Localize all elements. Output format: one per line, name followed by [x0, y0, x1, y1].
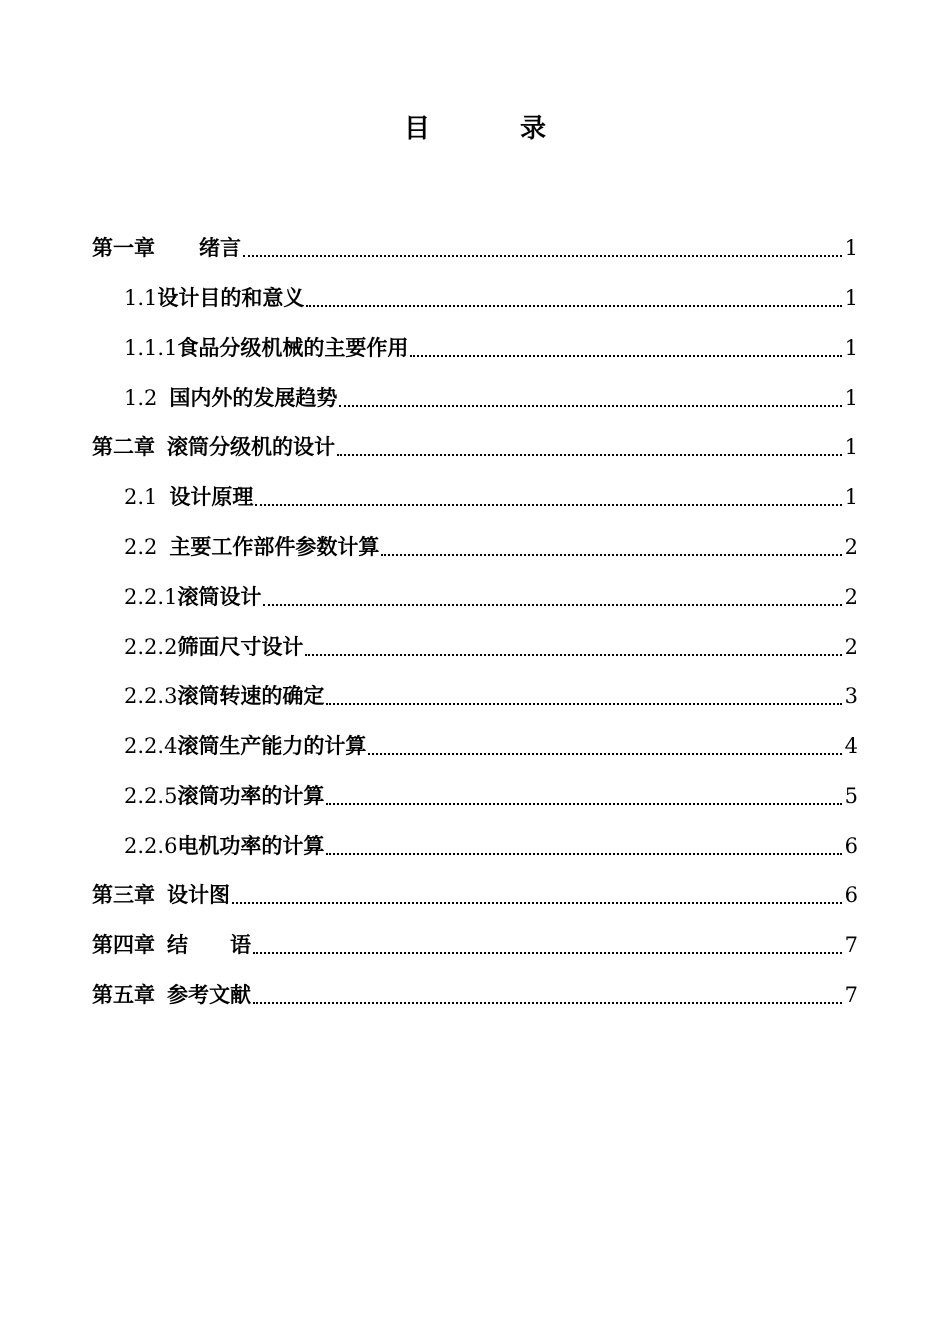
toc-entry-label: 第五章 参考文献 [92, 983, 251, 1007]
toc-entry-label: 2.1 设计原理 [124, 485, 254, 509]
toc-page-number: 6 [844, 883, 858, 907]
toc-entry-2-2-3[interactable] [124, 674, 858, 718]
toc-dot-leader [326, 824, 842, 868]
toc-page-number: 2 [844, 635, 858, 659]
toc-title-char-2: 录 [520, 114, 547, 144]
toc-entry-1-1[interactable] [124, 276, 858, 320]
toc-entry-label: 第四章 结 语 [92, 933, 251, 957]
toc-dot-leader [326, 674, 842, 718]
toc-entry-label: 第二章 滚筒分级机的设计 [92, 435, 335, 459]
toc-dot-leader [410, 326, 842, 370]
toc-entry-2-2-4[interactable] [124, 724, 858, 768]
toc-page-number: 1 [844, 435, 858, 459]
toc-entry-1-1-1[interactable] [124, 326, 858, 370]
toc-entry-2-2-6[interactable] [124, 824, 858, 868]
toc-dot-leader [255, 475, 842, 519]
toc-page-number: 7 [844, 933, 858, 957]
toc-entry-2-2-1[interactable] [124, 575, 858, 619]
toc-entry-label: 1.1.1食品分级机械的主要作用 [124, 336, 409, 360]
toc-dot-leader [337, 425, 842, 469]
toc-page-number: 6 [844, 834, 858, 858]
toc-entry-2-2[interactable] [124, 525, 858, 569]
toc-dot-leader [253, 923, 842, 967]
toc-entry-label: 2.2 主要工作部件参数计算 [124, 535, 380, 559]
toc-dot-leader [232, 873, 842, 917]
toc-entry-label: 2.2.1滚筒设计 [124, 585, 262, 609]
toc-page-number: 1 [844, 386, 858, 410]
toc-dot-leader [305, 625, 842, 669]
toc-page-number: 2 [844, 535, 858, 559]
toc-entry-chapter-1[interactable] [92, 226, 858, 270]
toc-dot-leader [339, 376, 842, 420]
toc-entry-chapter-2[interactable] [92, 425, 858, 469]
toc-dot-leader [243, 226, 842, 270]
toc-entry-chapter-5[interactable] [92, 973, 858, 1017]
toc-dot-leader [326, 774, 842, 818]
toc-entry-2-2-5[interactable] [124, 774, 858, 818]
toc-page-number: 1 [844, 286, 858, 310]
toc-dot-leader [381, 525, 842, 569]
toc-entry-label: 2.2.4滚筒生产能力的计算 [124, 734, 367, 758]
toc-page-number: 1 [844, 236, 858, 260]
toc-entry-label: 第一章 绪言 [92, 236, 241, 260]
toc-entry-label: 第三章 设计图 [92, 883, 230, 907]
toc-page-number: 4 [844, 734, 858, 758]
toc-entry-label: 2.2.2筛面尺寸设计 [124, 635, 304, 659]
toc-dot-leader [368, 724, 842, 768]
toc-entry-1-2[interactable] [124, 376, 858, 420]
toc-title-char-1: 目 [403, 114, 430, 144]
toc-entry-label: 2.2.5滚筒功率的计算 [124, 784, 325, 808]
toc-entry-2-2-2[interactable] [124, 625, 858, 669]
toc-page-number: 3 [844, 684, 858, 708]
toc-page-number: 7 [844, 983, 858, 1007]
toc-entry-label: 2.2.6电机功率的计算 [124, 834, 325, 858]
toc-page-number: 1 [844, 336, 858, 360]
toc-title [0, 108, 950, 145]
toc-page-number: 2 [844, 585, 858, 609]
toc-entry-label: 2.2.3滚筒转速的确定 [124, 684, 325, 708]
toc-dot-leader [263, 575, 842, 619]
toc-entry-label: 1.2 国内外的发展趋势 [124, 386, 338, 410]
toc-entry-chapter-3[interactable] [92, 873, 858, 917]
toc-page-number: 5 [844, 784, 858, 808]
toc-entry-chapter-4[interactable] [92, 923, 858, 967]
toc-dot-leader [253, 973, 842, 1017]
toc-page-number: 1 [844, 485, 858, 509]
toc-entry-2-1[interactable] [124, 475, 858, 519]
toc-entry-label: 1.1设计目的和意义 [124, 286, 305, 310]
toc-dot-leader [306, 276, 842, 320]
